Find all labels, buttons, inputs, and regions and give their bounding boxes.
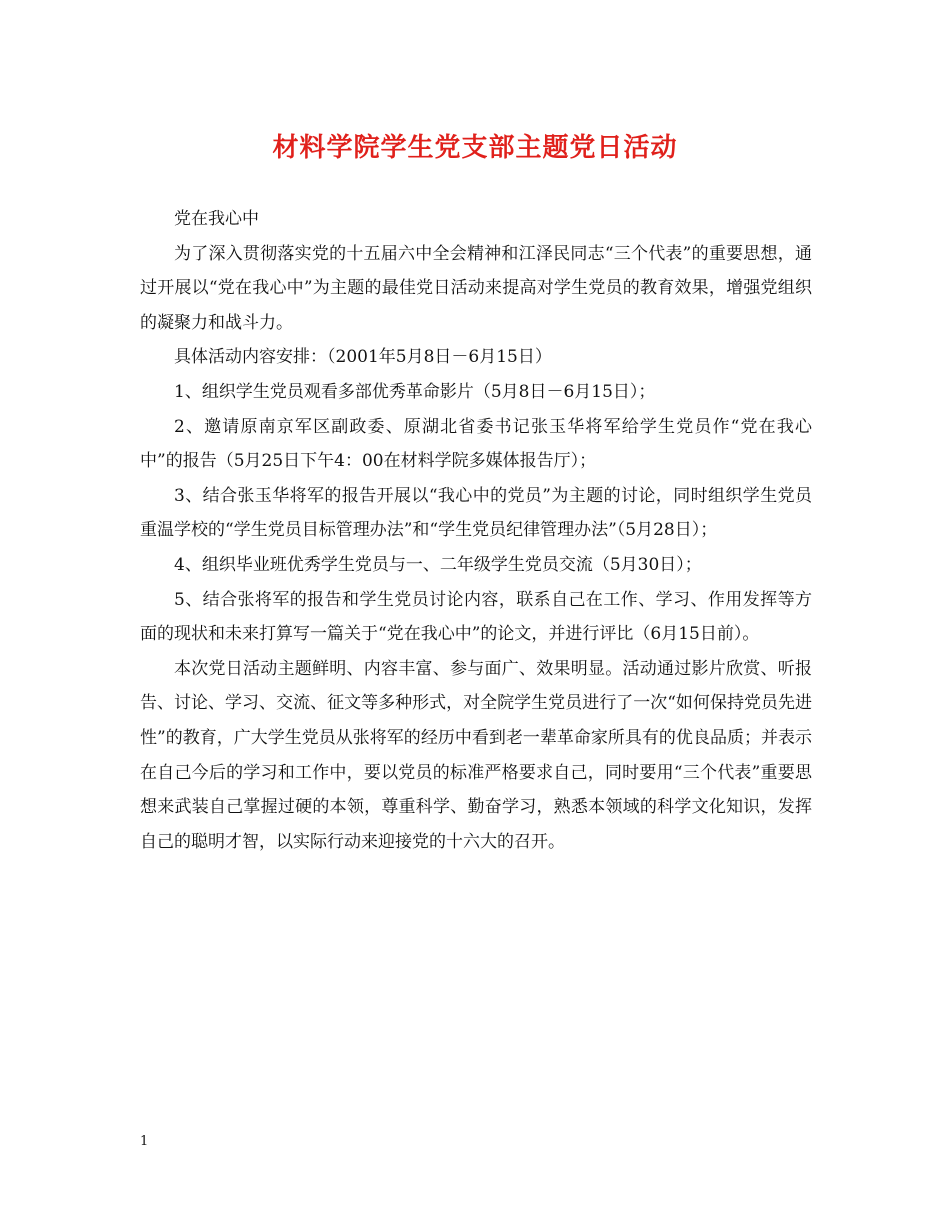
page-number: 1 [140, 1134, 149, 1149]
paragraph-item-3: 3、结合张玉华将军的报告开展以“我心中的党员”为主题的讨论，同时组织学生党员重温学校的“学生党员目标管理办法”和“学生党员纪律管理办法”（5月28日）； [140, 485, 812, 541]
paragraph-summary: 本次党日活动主题鲜明、内容丰富、参与面广、效果明显。活动通过影片欣赏、听报告、讨论、学习、交流、征文等多种形式，对全院学生党员进行了一次“如何保持党员先进性”的教育，广大学生党员从张将军的经历中看到老一辈革命家所具有的优良品质；并表示在自己今后的学习和工作中，要以党员的标准严格要求自己，同时要用“三个代表”重要思想来武装自己掌握过硬的本领，尊重科学、勤奋学习，熟悉本领域的科学文化知识，发挥自己的聪明才智，以实际行动来迎接党的十六大的召开。 [140, 658, 812, 852]
paragraph-intro: 为了深入贯彻落实党的十五届六中全会精神和江泽民同志“三个代表”的重要思想，通过开展以“党在我心中”为主题的最佳党日活动来提高对学生党员的教育效果，增强党组织的凝聚力和战斗力。 [140, 243, 812, 333]
paragraph-item-1: 1、组织学生党员观看多部优秀革命影片（5月8日－6月15日）； [174, 381, 656, 402]
document-body [140, 202, 812, 859]
paragraph-subtitle: 党在我心中 [174, 209, 259, 229]
paragraph-item-2: 2、邀请原南京军区副政委、原湖北省委书记张玉华将军给学生党员作“党在我心中”的报告（5月25日下午4：00在材料学院多媒体报告厅）； [140, 416, 812, 472]
document-title: 材料学院学生党支部主题党日活动 [272, 133, 678, 163]
paragraph-item-4: 4、组织毕业班优秀学生党员与一、二年级学生党员交流（5月30日）； [174, 554, 702, 575]
paragraph-schedule-heading: 具体活动内容安排：（2001年5月8日－6月15日） [174, 347, 552, 368]
paragraph-item-5: 5、结合张将军的报告和学生党员讨论内容，联系自己在工作、学习、作用发挥等方面的现状和未来打算写一篇关于“党在我心中”的论文，并进行评比（6月15日前）。 [140, 589, 812, 645]
